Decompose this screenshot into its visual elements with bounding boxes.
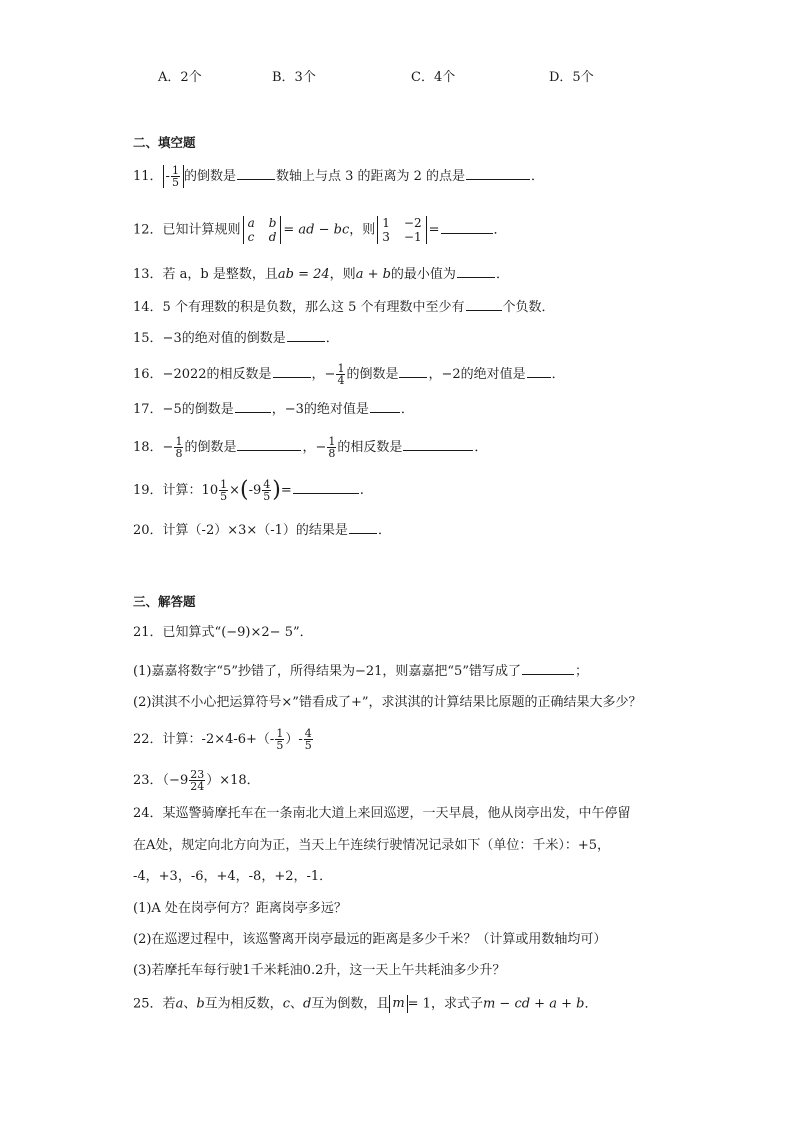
answer-blank <box>399 365 427 378</box>
fraction: $\frac{1}{8}$ <box>175 435 183 460</box>
question-number: 25． <box>133 996 163 1012</box>
question-number: 12． <box>133 222 163 238</box>
question-number: 19． <box>133 483 163 498</box>
answer-blank <box>527 365 551 378</box>
question-number: 24． <box>133 806 163 821</box>
question-22: 22．计算：-2×4-6+（- $\frac{1}{5}$ ）- $\frac{4}{5}$ <box>133 727 312 752</box>
fraction: $\frac{4}{5}$ <box>304 727 312 752</box>
question-number: 14． <box>133 300 163 315</box>
question-number: 22． <box>133 732 163 747</box>
question-14: 14．5 个有理数的积是负数，那么这 5 个有理数中至少有 个负数． <box>133 300 555 315</box>
question-19: 19．计算：10 $\frac{1}{5}$ ×(-9 $\frac{4}{5}$ )= . <box>133 477 364 503</box>
question-21-part-2: (2)淇淇不小心把运算符号×”错看成了+”，求淇淇的计算结果比原题的正确结果大多少？ <box>133 695 642 710</box>
question-12: 12．已知计算规则 a b c d = ad − bc，则 1 −2 3 −1 = ． <box>133 216 507 244</box>
fraction: $\frac{1}{5}$ <box>220 478 228 503</box>
question-number: 11． <box>133 169 163 184</box>
answer-blank <box>466 167 530 180</box>
answer-blank <box>441 221 493 234</box>
question-11: 11． - $\frac{1}{5}$ 的倒数是 数轴上与点 3 的距离为 2 的点是 ． <box>133 164 545 189</box>
question-25: 25．若a、b互为相反数，c、d互为倒数，且 m = 1，求式子m − cd + a + b． <box>133 996 598 1012</box>
answer-blank <box>237 167 275 180</box>
question-number: 21． <box>133 625 163 640</box>
question-24-part-2: (2)在巡逻过程中，该巡警离开岗亭最远的距离是多少千米？（计算或用数轴均可） <box>133 932 607 947</box>
fraction: $\frac{1}{4}$ <box>337 362 345 387</box>
fraction: $\frac{1}{5}$ <box>171 164 179 189</box>
question-20: 20．计算（-2）×3×（-1）的结果是 ． <box>133 523 391 538</box>
answer-blank <box>403 438 473 451</box>
determinant-numeric: 1 −2 3 −1 <box>377 216 426 244</box>
fraction: $\frac{23}{24}$ <box>190 768 205 793</box>
answer-blank <box>293 481 359 494</box>
absolute-value: - $\frac{1}{5}$ <box>163 165 184 188</box>
question-24: 24．某巡警骑摩托车在一条南北大道上来回巡逻，一天早晨，他从岗亭出发，中午停留 <box>133 806 631 821</box>
determinant-abcd: a b c d <box>243 216 282 244</box>
answer-blank <box>287 329 325 342</box>
question-number: 18． <box>133 440 163 455</box>
section-fill-in-title: 二、填空题 <box>133 135 196 150</box>
question-18: 18．− $\frac{1}{8}$ 的倒数是 ，− $\frac{1}{8}$ 的相反数是 ． <box>133 435 488 460</box>
question-16: 16．−2022的相反数是 ，− $\frac{1}{4}$ 的倒数是 ，−2的绝对值是 ． <box>133 362 565 387</box>
option-b: B．3个 <box>272 70 316 85</box>
answer-blank <box>457 265 495 278</box>
question-number: 17． <box>133 402 163 417</box>
question-24-part-1: (1)A 处在岗亭何方？距离岗亭多远？ <box>133 901 347 916</box>
question-21: 21．已知算式“(−9)×2− 5”． <box>133 625 313 640</box>
question-15: 15．−3的绝对值的倒数是 ． <box>133 331 339 346</box>
question-number: 20． <box>133 523 163 538</box>
question-24-part-3: (3)若摩托车每行驶1千米耗油0.2升，这一天上午共耗油多少升？ <box>133 963 506 978</box>
question-24-line-2: 在A处，规定向北方向为正，当天上午连续行驶情况记录如下（单位：千米）：+5， <box>133 838 611 853</box>
option-a: A．2个 <box>158 70 202 85</box>
answer-blank <box>237 438 301 451</box>
question-17: 17．−5的倒数是 ，−3的绝对值是 ． <box>133 402 414 417</box>
fraction: $\frac{1}{8}$ <box>328 435 336 460</box>
option-c: C．4个 <box>411 70 456 85</box>
option-d: D．5个 <box>549 70 594 85</box>
fraction: $\frac{4}{5}$ <box>263 478 271 503</box>
question-number: 16． <box>133 367 163 382</box>
question-24-line-3: -4，+3，-6，+4，-8，+2，-1． <box>133 869 333 884</box>
question-21-part-1: (1)嘉嘉将数字“5”抄错了，所得结果为−21，则嘉嘉把“5”错写成了 ； <box>133 664 588 679</box>
question-number: 13． <box>133 267 163 282</box>
question-13: 13．若 a，b 是整数，且ab = 24，则a + b的最小值为 ． <box>133 267 509 282</box>
absolute-value: m <box>389 995 407 1013</box>
section-answer-title: 三、解答题 <box>133 594 196 609</box>
fraction: $\frac{1}{5}$ <box>276 727 284 752</box>
answer-blank <box>273 365 311 378</box>
question-number: 23． <box>133 773 163 788</box>
answer-blank <box>349 521 377 534</box>
answer-blank <box>370 400 400 413</box>
question-number: 15． <box>133 331 163 346</box>
answer-blank <box>235 400 271 413</box>
answer-blank <box>466 298 502 311</box>
answer-blank <box>522 662 574 675</box>
question-23: 23．（−9 $\frac{23}{24}$ ）×18． <box>133 768 260 793</box>
